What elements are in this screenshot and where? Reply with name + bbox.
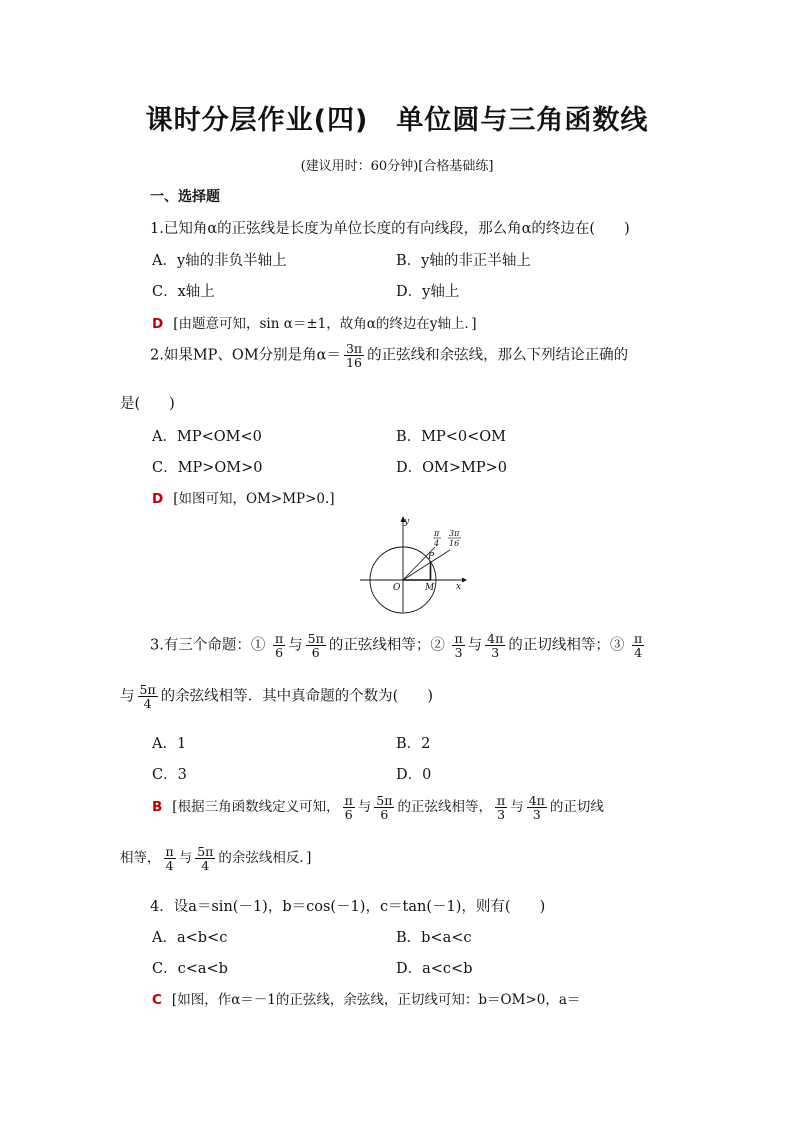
q3-exp-frac4 [527,794,547,821]
q3-exp-frac1-den: 6 [344,807,353,823]
q2-option-a: A．MP<OM<0 [152,429,262,445]
q3-with1: 与 [288,637,303,654]
q3-frac3-den: 3 [454,645,463,661]
q3-line2-suffix: 的余弦线相等．其中真命题的个数为( ) [160,688,433,705]
label-x: x [456,582,462,592]
q2-option-b: B．MP<0<OM [396,429,507,445]
q3-exp-frac2-num: 5π [376,793,393,808]
page-subtitle: (建议用时：60分钟)[合格基础练] [300,159,494,174]
q3-option-d: D．0 [396,767,432,783]
label-y: y [404,517,410,527]
x-axis-arrow [462,578,467,583]
q3-frac2 [306,632,326,659]
label-p: P [428,552,435,562]
q2-option-d: D．OM>MP>0 [396,460,507,476]
q3-exp-mid1: 的正弦线相等， [397,799,492,816]
q1-explanation-text: [由题意可知，sin α＝±1，故角α的终边在y轴上．] [173,316,477,332]
q3-exp-frac5 [164,845,176,872]
q3-exp-frac6 [195,845,215,872]
q3-exp-frac6-den: 4 [201,858,210,874]
q4-option-c: C．c<a<b [152,961,228,977]
q2-explanation [152,487,335,507]
q2-frac-den: 16 [346,355,362,371]
section-title: 一、选择题 [150,189,220,205]
q2-fraction [344,342,364,369]
q3-exp-frac1 [343,794,355,821]
q3-frac2-den: 6 [311,645,320,661]
q4-explanation [152,988,580,1008]
q3-exp-frac3-num: π [496,793,506,808]
q1-option-c: C．x轴上 [152,284,215,300]
label-angle1-num: π [434,529,440,538]
q4-option-a: A．a<b<c [152,930,228,946]
label-m: M [425,583,435,593]
q3-exp-with2: 与 [510,799,524,816]
q4-explanation-text: [如图，作α＝－1的正弦线，余弦线，正切线可知：b＝OM>0，a＝ [171,992,581,1008]
q2-frac-num: 3π [345,341,363,356]
q3-exp-frac6-num: 5π [197,844,214,859]
q1-option-a: A．y轴的非负半轴上 [152,253,287,269]
q4-option-b: B．b<a<c [396,930,472,946]
q3-frac5-num: π [633,631,643,646]
q4-stem: 4．设a＝sin(－1)，b＝cos(－1)，c＝tan(－1)，则有( ) [150,899,546,915]
q2-stem-b: 的正弦线和余弦线，那么下列结论正确的 [367,347,629,364]
q3-frac4-den: 3 [491,645,500,661]
q3-exp-frac3 [495,794,507,821]
terminal-side-3pi-over-16 [403,550,450,580]
q3-exp-frac3-den: 3 [497,807,506,823]
q3-option-b: B．2 [396,736,431,752]
q2-stem-a: 2.如果MP、OM分别是角α＝ [150,347,341,364]
q3-exp-frac5-den: 4 [165,858,174,874]
q3-frac1-den: 6 [275,645,284,661]
q1-option-d: D．y轴上 [396,284,460,300]
q3-frac3 [452,632,464,659]
q3-exp-frac4-den: 3 [532,807,541,823]
q1-explanation [152,312,477,332]
q2-stem-line1 [150,342,628,369]
q3-frac4 [485,632,505,659]
q3-exp-line2a: 相等， [120,850,161,867]
q3-mid2: 的正切线相等；③ [508,637,625,654]
q4-answer: C [152,992,162,1008]
q3-line2-prefix: 与 [120,688,135,705]
q3-exp-frac5-num: π [165,844,174,859]
q4-option-d: D．a<c<b [396,961,473,977]
q3-explanation-line1 [152,794,604,821]
q3-exp-frac2-den: 6 [380,807,389,823]
q3-frac6-den: 4 [143,696,152,712]
q3-mid1: 的正弦线相等；② [328,637,445,654]
label-angle2-den: 16 [449,539,460,548]
q3-frac5 [632,632,644,659]
q2-answer: D [152,491,164,507]
q3-exp-frac4-num: 4π [528,793,545,808]
q3-frac1-num: π [274,631,284,646]
q3-frac1 [273,632,285,659]
q3-exp-a: [根据三角函数线定义可知， [172,799,340,816]
q1-option-b: B．y轴的非正半轴上 [396,253,531,269]
q3-exp-end: 的余弦线相反．] [218,850,312,867]
q3-frac3-num: π [454,631,463,646]
q3-option-a: A．1 [152,736,187,752]
label-angle1-den: 4 [434,539,440,548]
page-title: 课时分层作业(四) 单位圆与三角函数线 [145,105,649,136]
label-angle2-num: 3π [449,529,460,538]
q3-exp-frac1-num: π [344,793,353,808]
q3-frac6-num: 5π [139,682,156,697]
q3-exp-frac2 [374,794,394,821]
q3-exp-with1: 与 [357,799,372,816]
q3-frac2-num: 5π [307,631,324,646]
q3-answer: B [152,799,163,816]
q3-frac5-den: 4 [634,645,643,661]
q3-with2: 与 [467,637,483,654]
q1-stem: 1.已知角α的正弦线是长度为单位长度的有向线段，那么角α的终边在( ) [150,221,630,237]
q3-frac6 [138,683,158,710]
q2-explanation-text: [如图可知，OM>MP>0.] [173,491,335,507]
q2-option-c: C．MP>OM>0 [152,460,263,476]
q3-stem-line1 [150,632,647,659]
q3-option-c: C．3 [152,767,187,783]
q3-explanation-line2 [120,845,311,872]
q3-prefix: 3.有三个命题：① [150,637,266,654]
q1-answer: D [152,316,164,332]
q3-exp-with3: 与 [178,850,193,867]
q3-stem-line2 [120,683,433,710]
q3-exp-mid2: 的正切线 [549,799,604,816]
unit-circle-figure [358,514,468,614]
q2-stem-c: 是( ) [120,396,175,412]
q3-frac4-num: 4π [487,631,504,646]
label-o: O [393,583,401,593]
